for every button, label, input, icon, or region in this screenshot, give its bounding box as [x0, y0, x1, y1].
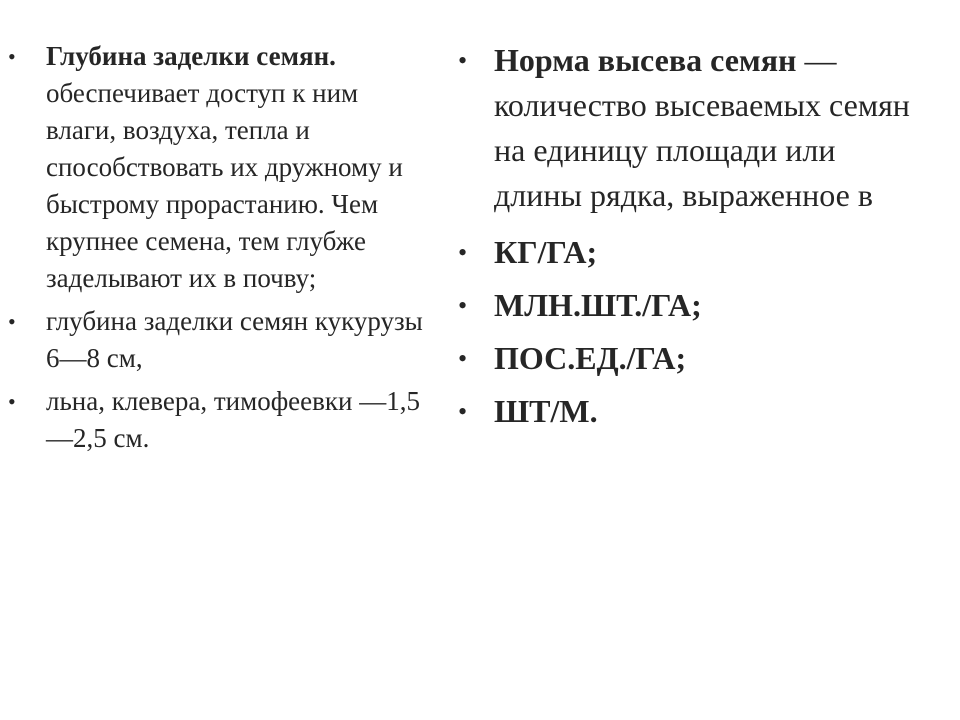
unit-label: ПОС.ЕД./ГА;	[494, 340, 687, 376]
list-item	[456, 389, 926, 434]
item-text: обеспечивает доступ к ним влаги, воздуха, тепла и способствовать их дружному и быстрому прорастанию. Чем крупнее семена, тем глубже заделывают их в почву;	[46, 78, 403, 293]
left-bullet-list	[8, 38, 428, 463]
unit-label: КГ/ГА;	[494, 234, 598, 270]
list-item	[456, 336, 926, 381]
bullet-icon: •	[458, 344, 468, 373]
list-item	[8, 38, 428, 297]
bullet-icon: •	[458, 46, 468, 75]
unit-label: МЛН.ШТ./ГА;	[494, 287, 702, 323]
bullet-icon: •	[8, 389, 16, 414]
list-item	[456, 230, 926, 275]
item-heading: Глубина заделки семян.	[46, 41, 336, 71]
item-text: глубина заделки семян кукурузы 6—8 см,	[46, 306, 423, 373]
bullet-icon: •	[458, 397, 468, 426]
item-heading: Норма высева семян	[494, 42, 797, 78]
unit-label: ШТ/М.	[494, 393, 598, 429]
bullet-icon: •	[8, 44, 16, 69]
bullet-icon: •	[8, 309, 16, 334]
item-text: льна, клевера, тимофеевки —1,5—2,5 см.	[46, 386, 420, 453]
list-item	[456, 283, 926, 328]
list-item	[8, 383, 428, 457]
bullet-icon: •	[458, 291, 468, 320]
right-bullet-list	[456, 38, 926, 442]
bullet-icon: •	[458, 238, 468, 267]
item-text: — количество высеваемых семян на единицу площади или длины рядка, выраженное в	[494, 42, 910, 213]
list-item	[8, 303, 428, 377]
list-item	[456, 38, 926, 218]
